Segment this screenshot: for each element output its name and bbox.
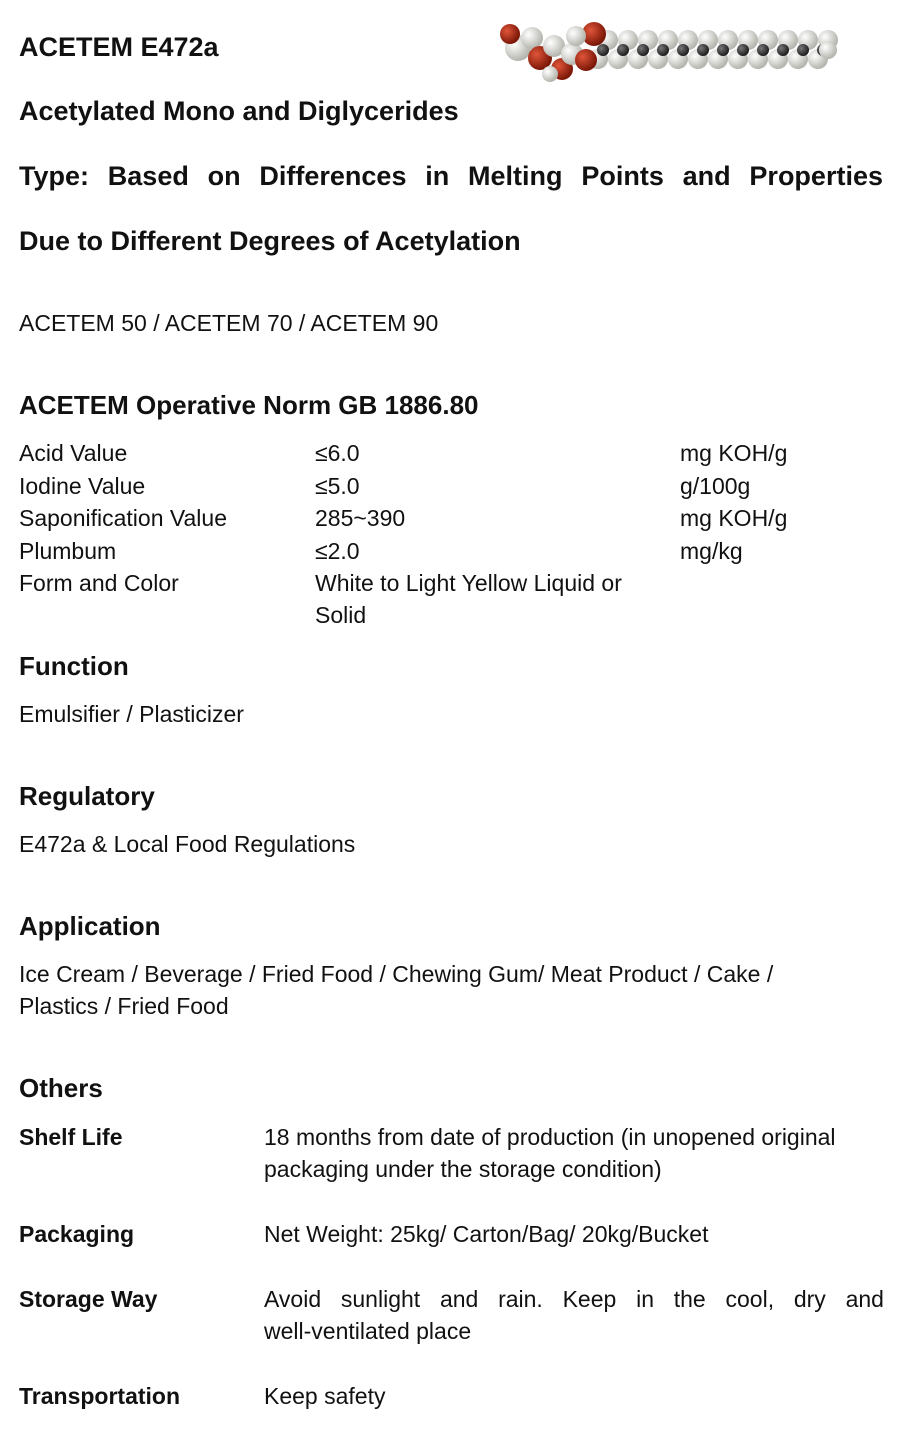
storage-text-line-2: well-ventilated place — [264, 1318, 472, 1344]
function-heading: Function — [19, 651, 129, 681]
carbon-atom — [617, 44, 629, 56]
carbon-atom — [637, 44, 649, 56]
carbon-atom — [717, 44, 729, 56]
storage-label: Storage Way — [19, 1286, 158, 1312]
function-text: Emulsifier / Plasticizer — [19, 701, 244, 727]
product-subtitle: Acetylated Mono and Diglycerides — [19, 96, 459, 126]
transportation-label: Transportation — [19, 1383, 181, 1409]
carbon-atom — [597, 44, 609, 56]
norm-name: Iodine Value — [19, 473, 146, 499]
carbon-atom — [797, 44, 809, 56]
carbon-atom — [737, 44, 749, 56]
type-line-1: Type: Based on Differences in Melting Points and Properties — [19, 161, 883, 191]
norm-heading: ACETEM Operative Norm GB 1886.80 — [19, 390, 479, 420]
packaging-text: Net Weight: 25kg/ Carton/Bag/ 20kg/Bucket — [264, 1221, 709, 1247]
oxygen-atom — [575, 49, 597, 71]
norm-unit: g/100g — [680, 473, 751, 499]
packaging-label: Packaging — [19, 1221, 135, 1247]
carbon-atom — [757, 44, 769, 56]
oxygen-atom — [500, 24, 520, 44]
shelf-life-label: Shelf Life — [19, 1124, 123, 1150]
norm-value: White to Light Yellow Liquid or — [315, 570, 622, 596]
regulatory-heading: Regulatory — [19, 781, 155, 811]
shelf-life-text-line-2: packaging under the storage condition) — [264, 1156, 662, 1182]
norm-unit: mg KOH/g — [680, 505, 788, 531]
norm-value: 285~390 — [315, 505, 406, 531]
norm-value: ≤2.0 — [315, 538, 360, 564]
storage-text-line-1: Avoid sunlight and rain. Keep in the cool, dry and — [264, 1286, 884, 1312]
carbon-atom — [697, 44, 709, 56]
carbon-atom — [777, 44, 789, 56]
others-heading: Others — [19, 1073, 103, 1103]
application-text-line-2: Plastics / Fried Food — [19, 993, 229, 1019]
application-text-line-1: Ice Cream / Beverage / Fried Food / Chewing Gum/ Meat Product / Cake / — [19, 961, 774, 987]
norm-value: ≤6.0 — [315, 440, 360, 466]
norm-name: Saponification Value — [19, 505, 227, 531]
carbon-atom — [677, 44, 689, 56]
shelf-life-text-line-1: 18 months from date of production (in unopened original — [264, 1124, 836, 1150]
hydrogen-atom — [542, 66, 558, 82]
transportation-text: Keep safety — [264, 1383, 386, 1409]
hydrogen-atom — [566, 26, 586, 46]
molecule-model-icon — [488, 14, 848, 86]
application-heading: Application — [19, 911, 161, 941]
variants-text: ACETEM 50 / ACETEM 70 / ACETEM 90 — [19, 310, 439, 336]
norm-unit: mg/kg — [680, 538, 743, 564]
norm-name: Form and Color — [19, 570, 179, 596]
hydrogen-atom — [521, 27, 543, 49]
norm-unit: mg KOH/g — [680, 440, 788, 466]
norm-name: Acid Value — [19, 440, 128, 466]
norm-value-continued: Solid — [315, 602, 367, 628]
type-line-2: Due to Different Degrees of Acetylation — [19, 226, 521, 256]
carbon-atom — [657, 44, 669, 56]
norm-value: ≤5.0 — [315, 473, 360, 499]
product-title: ACETEM E472a — [19, 32, 219, 62]
hydrogen-atom — [819, 41, 837, 59]
norm-name: Plumbum — [19, 538, 117, 564]
regulatory-text: E472a & Local Food Regulations — [19, 831, 356, 857]
